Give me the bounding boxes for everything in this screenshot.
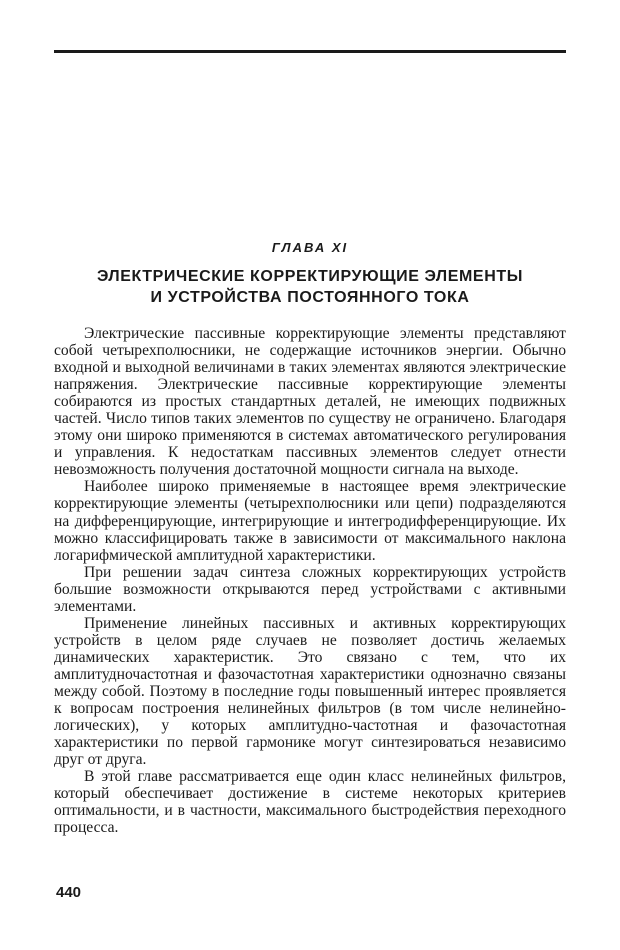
chapter-title-line-1: ЭЛЕКТРИЧЕСКИЕ КОРРЕКТИРУЮЩИЕ ЭЛЕМЕНТЫ [97, 268, 523, 285]
body-text [54, 325, 566, 836]
paragraph: В этой главе рассматривается еще один класс нелинейных фильтров, который обеспечивает достижение в системе некоторых критериев оптимальности, и в частности, максимального быстродействия переходного процесса. [54, 768, 566, 837]
paragraph: Применение линейных пассивных и активных корректирующих устройств в целом ряде случаев не позволяет достичь желаемых динамических характеристик. Это связано с тем, что их амплитудночастотная и фазочастотная характеристики однозначно связаны между собой. Поэтому в последние годы повышенный интерес проявляется к вопросам построения нелинейных фильтров (в том числе нелинейно-логических), у которых амплитудно-частотная и фазочастотная характеристики по первой гармонике могут синтезироваться независимо друг от друга. [54, 614, 566, 769]
chapter-label: ГЛАВА XI [271, 240, 349, 255]
header-rule [54, 50, 566, 53]
chapter-title [0, 266, 620, 308]
page-number: 440 [56, 884, 82, 901]
chapter-title-line-2: И УСТРОЙСТВА ПОСТОЯННОГО ТОКА [150, 289, 470, 306]
paragraph: При решении задач синтеза сложных корректирующих устройств большие возможности открываются перед устройствами с активными элементами. [54, 563, 566, 615]
paragraph: Наиболее широко применяемые в настоящее время электрические корректирующие элементы (четырехполюсники или цепи) подразделяются на дифференцирующие, интегрирующие и интегродифференцирующие. Их можно классифицировать также в зависимости от максимального наклона логарифмической амплитудной характеристики. [54, 478, 566, 564]
paragraph: Электрические пассивные корректирующие элементы представляют собой четырехполюсники, не содержащие источников энергии. Обычно входной и выходной величинами в таких элементах являются электрические напряжения. Электрические пассивные корректирующие элементы собираются из простых стандартных деталей, не имеющих подвижных частей. Число типов таких элементов по существу не ограничено. Благодаря этому они широко применяются в системах автоматического регулирования и управления. К недостаткам пассивных элементов следует отнести невозможность получения достаточной мощности сигнала на выходе. [54, 325, 566, 479]
